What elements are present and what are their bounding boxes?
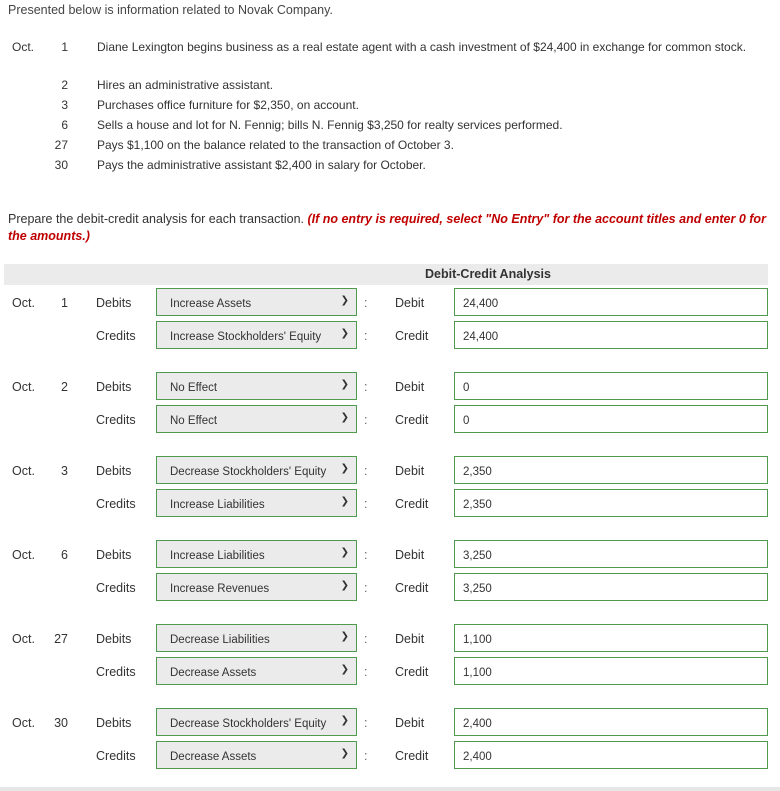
debit-label: Debit <box>395 464 425 478</box>
chevron-down-icon: ❯ <box>340 547 349 558</box>
debit-effect-select[interactable]: Increase Liabilities ❯ <box>156 540 357 568</box>
credit-amount-input[interactable]: 2,350 <box>454 489 768 517</box>
debit-label: Debit <box>395 716 425 730</box>
chevron-down-icon: ❯ <box>340 379 349 390</box>
transaction-day: 30 <box>54 158 68 172</box>
credit-label: Credit <box>395 413 429 427</box>
credits-label: Credits <box>96 497 136 511</box>
debit-amount-input[interactable]: 24,400 <box>454 288 768 316</box>
debit-row: Oct. 1 Debits Increase Assets ❯ : Debit 24,400 <box>0 288 780 318</box>
debit-amount-input[interactable]: 0 <box>454 372 768 400</box>
credit-amount-input[interactable]: 1,100 <box>454 657 768 685</box>
transaction-text: Pays the administrative assistant $2,400 in salary for October. <box>97 158 426 172</box>
entry-month: Oct. <box>12 632 35 646</box>
debits-label: Debits <box>96 464 132 478</box>
credit-row: Credits Increase Liabilities ❯ : Credit 2,350 <box>0 489 780 519</box>
transaction-day: 2 <box>61 78 68 92</box>
debit-row: Oct. 30 Debits Decrease Stockholders' Equity ❯ : Debit 2,400 <box>0 708 780 738</box>
credit-amount-input[interactable]: 3,250 <box>454 573 768 601</box>
credit-label: Credit <box>395 749 429 763</box>
credit-label: Credit <box>395 581 429 595</box>
credits-label: Credits <box>96 749 136 763</box>
chevron-down-icon: ❯ <box>340 496 349 507</box>
chevron-down-icon: ❯ <box>340 715 349 726</box>
entry-day: 1 <box>61 296 68 310</box>
credit-effect-select[interactable]: Decrease Assets ❯ <box>156 741 357 769</box>
credits-label: Credits <box>96 581 136 595</box>
credit-amount-input[interactable]: 2,400 <box>454 741 768 769</box>
entry-day: 2 <box>61 380 68 394</box>
chevron-down-icon: ❯ <box>340 412 349 423</box>
debit-amount-input[interactable]: 3,250 <box>454 540 768 568</box>
entry-month: Oct. <box>12 296 35 310</box>
credit-effect-select[interactable]: No Effect ❯ <box>156 405 357 433</box>
credit-effect-select[interactable]: Decrease Assets ❯ <box>156 657 357 685</box>
chevron-down-icon: ❯ <box>340 463 349 474</box>
chevron-down-icon: ❯ <box>340 295 349 306</box>
debits-label: Debits <box>96 380 132 394</box>
credit-label: Credit <box>395 497 429 511</box>
entry-month: Oct. <box>12 380 35 394</box>
entry-month: Oct. <box>12 716 35 730</box>
instructions-main: Prepare the debit-credit analysis for each transaction. <box>8 212 308 226</box>
bottom-divider <box>0 787 780 791</box>
chevron-down-icon: ❯ <box>340 631 349 642</box>
transaction-day: 1 <box>61 40 68 54</box>
credit-effect-select[interactable]: Increase Revenues ❯ <box>156 573 357 601</box>
debit-effect-select[interactable]: Decrease Stockholders' Equity ❯ <box>156 708 357 736</box>
debit-label: Debit <box>395 632 425 646</box>
debit-effect-select[interactable]: Increase Assets ❯ <box>156 288 357 316</box>
debit-label: Debit <box>395 380 425 394</box>
credit-effect-select[interactable]: Increase Liabilities ❯ <box>156 489 357 517</box>
debits-label: Debits <box>96 548 132 562</box>
debit-amount-input[interactable]: 2,350 <box>454 456 768 484</box>
credits-label: Credits <box>96 665 136 679</box>
analysis-header: Debit-Credit Analysis <box>425 267 551 281</box>
entry-month: Oct. <box>12 464 35 478</box>
debit-effect-select[interactable]: Decrease Stockholders' Equity ❯ <box>156 456 357 484</box>
transaction-text: Sells a house and lot for N. Fennig; bills N. Fennig $3,250 for realty services performed. <box>97 118 563 132</box>
credit-row: Credits No Effect ❯ : Credit 0 <box>0 405 780 435</box>
entry-day: 3 <box>61 464 68 478</box>
transaction-day: 27 <box>54 138 68 152</box>
transaction-text: Hires an administrative assistant. <box>97 78 274 92</box>
entry-day: 30 <box>54 716 68 730</box>
debit-row: Oct. 6 Debits Increase Liabilities ❯ : Debit 3,250 <box>0 540 780 570</box>
chevron-down-icon: ❯ <box>340 748 349 759</box>
entry-month: Oct. <box>12 548 35 562</box>
chevron-down-icon: ❯ <box>340 664 349 675</box>
credit-row: Credits Increase Revenues ❯ : Credit 3,250 <box>0 573 780 603</box>
chevron-down-icon: ❯ <box>340 580 349 591</box>
credit-row: Credits Decrease Assets ❯ : Credit 1,100 <box>0 657 780 687</box>
credit-label: Credit <box>395 329 429 343</box>
credit-amount-input[interactable]: 0 <box>454 405 768 433</box>
transaction-text: Pays $1,100 on the balance related to the transaction of October 3. <box>97 138 454 152</box>
debits-label: Debits <box>96 716 132 730</box>
debit-label: Debit <box>395 548 425 562</box>
debit-row: Oct. 2 Debits No Effect ❯ : Debit 0 <box>0 372 780 402</box>
debits-label: Debits <box>96 296 132 310</box>
chevron-down-icon: ❯ <box>340 328 349 339</box>
intro-text: Presented below is information related to Novak Company. <box>8 3 333 17</box>
credit-row: Credits Increase Stockholders' Equity ❯ : Credit 24,400 <box>0 321 780 351</box>
credit-row: Credits Decrease Assets ❯ : Credit 2,400 <box>0 741 780 771</box>
transaction-text: Purchases office furniture for $2,350, on account. <box>97 98 359 112</box>
credits-label: Credits <box>96 413 136 427</box>
credit-effect-select[interactable]: Increase Stockholders' Equity ❯ <box>156 321 357 349</box>
debit-label: Debit <box>395 296 425 310</box>
credit-amount-input[interactable]: 24,400 <box>454 321 768 349</box>
analysis-header-bar <box>4 264 768 285</box>
transaction-day: 6 <box>61 118 68 132</box>
debit-row: Oct. 3 Debits Decrease Stockholders' Equity ❯ : Debit 2,350 <box>0 456 780 486</box>
instructions <box>8 211 768 245</box>
transaction-day: 3 <box>61 98 68 112</box>
transaction-text: Diane Lexington begins business as a real estate agent with a cash investment of $24,400 in exchange for common stock. <box>97 40 747 54</box>
entry-day: 27 <box>54 632 68 646</box>
entry-day: 6 <box>61 548 68 562</box>
credits-label: Credits <box>96 329 136 343</box>
instructions-note: (If no entry is required, select "No Entry" for the account titles and enter 0 for the amounts.) <box>8 212 766 243</box>
debit-amount-input[interactable]: 1,100 <box>454 624 768 652</box>
debit-effect-select[interactable]: Decrease Liabilities ❯ <box>156 624 357 652</box>
debit-amount-input[interactable]: 2,400 <box>454 708 768 736</box>
debit-effect-select[interactable]: No Effect ❯ <box>156 372 357 400</box>
credit-label: Credit <box>395 665 429 679</box>
debit-row: Oct. 27 Debits Decrease Liabilities ❯ : Debit 1,100 <box>0 624 780 654</box>
debits-label: Debits <box>96 632 132 646</box>
transaction-month: Oct. <box>12 40 35 54</box>
